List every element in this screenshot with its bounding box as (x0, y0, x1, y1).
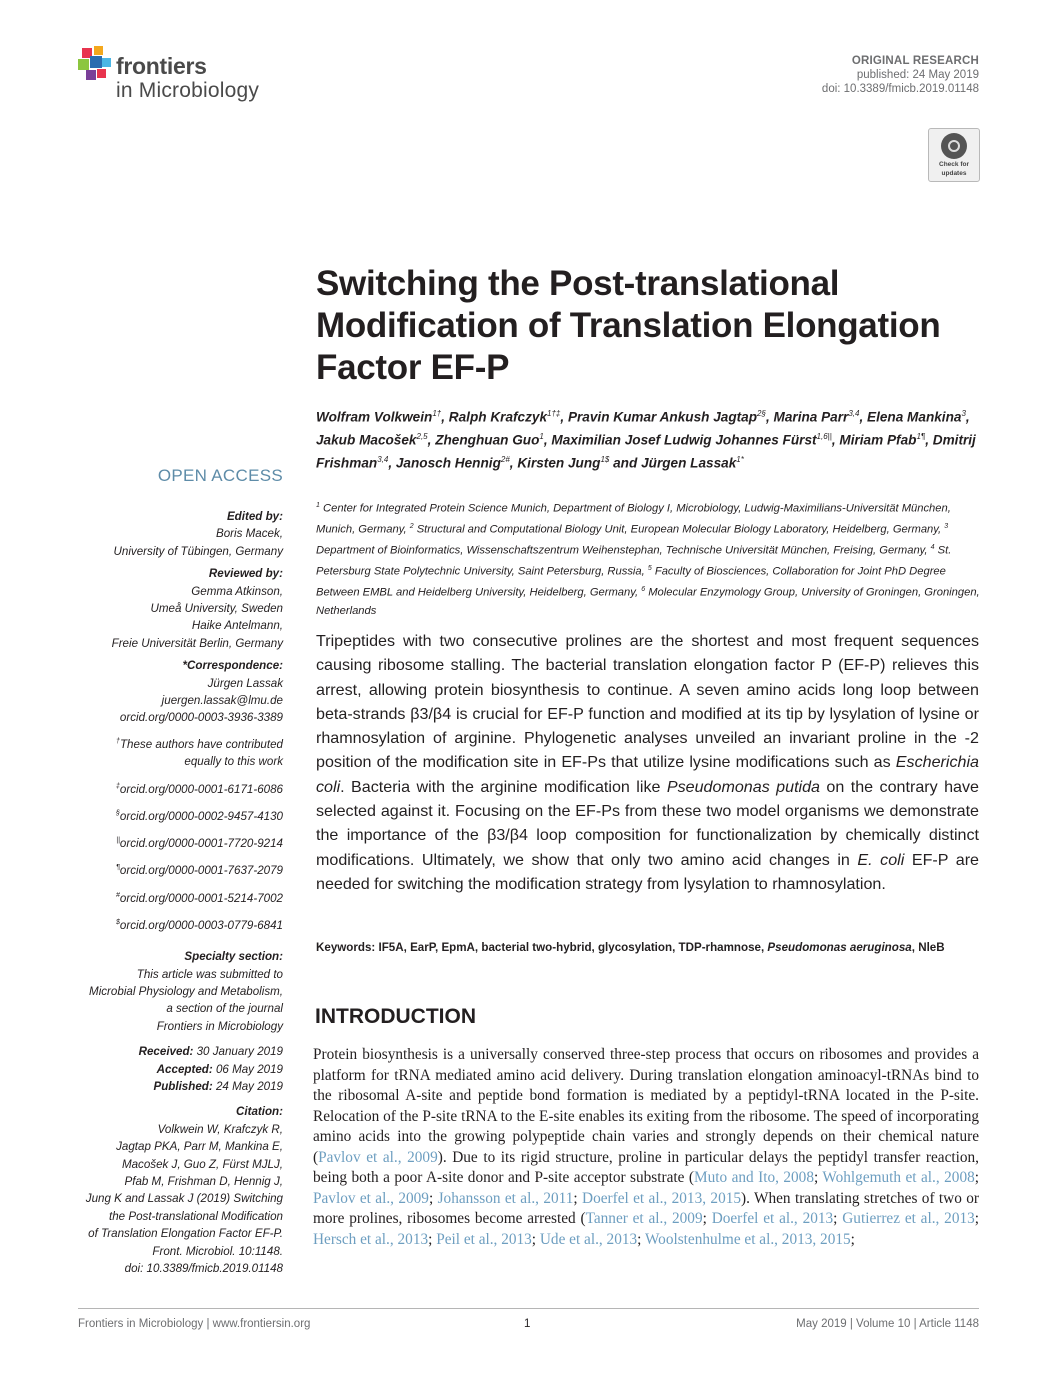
author-affiliation-marker: 3 (961, 409, 966, 418)
sidebar-line: Frontiers in Microbiology (156, 1019, 283, 1033)
reference-link[interactable]: Pavlov et al., 2009 (313, 1189, 429, 1207)
intro-text: ; (428, 1230, 437, 1248)
sidebar-line: Umeå University, Sweden (150, 602, 283, 616)
sidebar-heading: Reviewed by: (208, 567, 283, 581)
date-value: 30 January 2019 (193, 1045, 283, 1059)
abstract-text: Tripeptides with two consecutive prolines are the shortest and most frequent sequences causing ribosome stalling. The bacterial translation elongation factor P (EF-P) relieves this arrest, allowing protein biosynthesis to continue. A seven amino acids long loop between beta-strands β3/β4 is crucial for EF-P function and modified at its tip by lysylation of lysine or rhamnosylation of arginine. Phylogenetic analyses unveiled an invariant proline in the -2 position of the modification site in EF-Ps that utilize lysine modifications such as (316, 632, 979, 772)
abstract (316, 629, 979, 896)
frontiers-logo-icon (78, 46, 112, 82)
logo-journal-text: in Microbiology (116, 79, 260, 102)
date-value: 06 May 2019 (212, 1062, 283, 1076)
affiliation-number: 1 (316, 502, 320, 509)
note-symbol: § (116, 809, 120, 817)
footer-issue: May 2019 | Volume 10 | Article 1148 (796, 1318, 979, 1330)
intro-text: Protein biosynthesis is a universally conserved three-step process that occurs on ribosomes and provides a platform for tRNA mediated amino acid delivery. During translation elongation aminoacyl-tRNAs bind to the ribosomal A-site and peptide bond formation is mediated by a peptidyl-tRNA located in the P-site. Relocation of the P-site tRNA to the E-site enables its exiting from the ribosome. The speed of incorporating amino acids into the growing polypeptide chain varies and strongly depends on their chemical nature ( (313, 1046, 979, 1166)
page-number: 1 (524, 1318, 531, 1330)
specialty-section (60, 948, 283, 1035)
intro-text: ; (813, 1169, 823, 1186)
reference-link[interactable]: Doerfel et al., 2013, 2015 (582, 1189, 742, 1207)
note-text: These authors have contributed (119, 737, 283, 751)
intro-text: ; (974, 1169, 979, 1186)
sidebar-block (60, 657, 283, 727)
logo-frontiers-text: frontiers (116, 53, 207, 79)
check-updates-icon (941, 133, 967, 159)
author-affiliation-marker: 2# (500, 455, 510, 465)
article-type: ORIGINAL RESEARCH (851, 55, 979, 67)
intro-text: ). Due to its rigid structure, proline in particular delays the peptidyl transfer reaction, being both a poor A-site donor and P-site acceptor substrate ( (313, 1148, 979, 1186)
author-affiliation-marker: 2§ (757, 409, 766, 418)
author-note (60, 733, 283, 753)
sidebar-line: juergen.lassak@lmu.de (161, 694, 283, 708)
author-name[interactable]: Maximilian Josef Ludwig Johannes Fürst (551, 432, 817, 448)
author-note (60, 778, 283, 798)
abstract-italic: Pseudomonas putida (666, 777, 821, 796)
author-note (60, 805, 283, 825)
author-name[interactable]: Jürgen Lassak (641, 455, 737, 471)
note-text[interactable]: orcid.org/0000-0001-6171-6086 (119, 782, 283, 796)
author-note (60, 914, 283, 934)
intro-text: ). When translating stretches of two or more prolines, ribosomes become arrested ( (313, 1189, 980, 1227)
citation-line: doi: 10.3389/fmicb.2019.01148 (124, 1262, 283, 1276)
author-name[interactable]: Janosch Hennig (395, 455, 501, 471)
footer-journal[interactable]: Frontiers in Microbiology | www.frontiersin.org (78, 1318, 311, 1330)
affiliation-text: Center for Integrated Protein Science Munich, Department of Biology I, Microbiology, Ludwig-Maximilians-Universität München, Munich, Germany, (316, 502, 951, 536)
date-label: Published: (153, 1079, 213, 1093)
citation-line: the Post-translational Modification (109, 1209, 283, 1223)
author-name[interactable]: Zhenghuan Guo (435, 432, 540, 448)
sidebar-metadata (60, 504, 283, 1282)
citation-line: Volkwein W, Krafczyk R, (157, 1122, 283, 1136)
affiliation-number: 5 (647, 564, 652, 572)
author-note (60, 832, 283, 852)
sidebar-heading: Edited by: (226, 510, 283, 523)
note-text[interactable]: orcid.org/0000-0003-0779-6841 (119, 918, 283, 932)
citation-line: Front. Microbiol. 10:1148. (152, 1244, 283, 1258)
reference-link[interactable]: Gutierrez et al., 2013 (842, 1210, 975, 1227)
note-symbol: # (116, 891, 120, 899)
author-name[interactable]: Kirsten Jung (517, 455, 601, 471)
affiliation-number: 6 (641, 585, 646, 593)
author-name[interactable]: Dmitrij Frishman (316, 432, 976, 471)
keywords-text: , NleB (911, 941, 945, 954)
date-row (60, 1078, 283, 1095)
sidebar-block (60, 565, 283, 652)
author-affiliation-marker: 3,4 (848, 409, 860, 418)
citation-line: Jagtap PKA, Parr M, Mankina E, (116, 1140, 283, 1154)
author-note (60, 887, 283, 907)
affiliations (316, 497, 988, 620)
author-affiliation-marker: 3,4 (377, 455, 389, 465)
sidebar-heading: *Correspondence: (182, 659, 283, 673)
footer-divider (78, 1308, 979, 1309)
citation-line: Jung K and Lassak J (2019) Switching (85, 1192, 283, 1206)
sidebar-line: Boris Macek, (215, 527, 283, 541)
sidebar-heading: Specialty section: (184, 950, 283, 964)
intro-text: ; (637, 1230, 645, 1248)
affiliation-text: Faculty of Biosciences, Collaboration for Joint PhD Degree Between EMBL and Heidelberg University, Heidelberg, Germany, (316, 565, 946, 599)
citation-line: Macošek J, Guo Z, Fürst MJLJ, (121, 1157, 283, 1171)
published-date: published: 24 May 2019 (856, 69, 979, 81)
reference-link[interactable]: Pavlov et al., 2009 (318, 1148, 438, 1166)
author-name[interactable]: Marina Parr (773, 409, 849, 425)
affiliation-text: Structural and Computational Biology Unit, European Molecular Biology Laboratory, Heidelberg, Germany, (413, 523, 945, 536)
check-updates-line2: updates (941, 170, 967, 177)
article-meta (822, 54, 979, 96)
date-value: 24 May 2019 (212, 1079, 283, 1093)
article-title: Switching the Post-translational Modification of Translation Elongation Factor EF-P (316, 264, 941, 387)
abstract-text: EF-P are needed for switching the modification strategy from lysylation to rhamnosylation. (316, 850, 979, 893)
affiliation-number: 2 (409, 522, 414, 530)
date-label: Received: (138, 1045, 194, 1059)
sidebar-block (60, 508, 283, 560)
affiliation-number: 3 (944, 522, 949, 530)
intro-text: ; (573, 1189, 583, 1207)
note-symbol: $ (116, 918, 120, 926)
date-row (60, 1061, 283, 1078)
sidebar-line: Freie Universität Berlin, Germany (111, 636, 283, 650)
author-affiliation-marker: 1 (539, 432, 544, 442)
reference-link[interactable]: Johansson et al., 2011 (437, 1189, 574, 1207)
note-text[interactable]: orcid.org/0000-0001-5214-7002 (119, 891, 283, 905)
intro-text: ; (531, 1230, 540, 1248)
author-name[interactable]: Elena Mankina (867, 409, 962, 425)
reference-link[interactable]: Hersch et al., 2013 (313, 1230, 429, 1248)
author-affiliation-marker: 1* (736, 455, 744, 465)
sidebar-line: Gemma Atkinson, (191, 584, 283, 598)
abstract-italic: E. coli (857, 850, 905, 869)
author-notes (60, 733, 283, 934)
intro-text: ; (702, 1210, 712, 1227)
introduction-paragraph (313, 1045, 979, 1250)
journal-logo[interactable] (78, 46, 298, 108)
affiliation-text: Molecular Enzymology Group, University of Groningen, Groningen, Netherlands (316, 586, 980, 617)
reference-link[interactable]: Peil et al., 2013 (436, 1230, 532, 1248)
article-dates (60, 1043, 283, 1095)
author-affiliation-marker: 1† (432, 409, 442, 418)
sidebar-line: Haike Antelmann, (191, 619, 283, 633)
sidebar-line: Jürgen Lassak (207, 676, 283, 690)
keywords (316, 939, 979, 956)
reference-link[interactable]: Doerfel et al., 2013 (711, 1210, 834, 1227)
author-list: Wolfram Volkwein$^{1\dagger}$, Ralph Krafczyk$^{1\dagger\ddagger}$, Pravin Kumar Ankush Jagtap$^{2\S}$, Marina Parr$^{3,4}$, Elena Mankina$^3$, Jakub Macošek$^{2,5}$, Zhenghuan Guo$^1$, Maximilian Josef Ludwig Johannes Fürst$^{1,6||}$, Miriam Pfab$^{1\P}$, Dmitrij Frishman$^{3,4}$, Janosch Hennig$^{2\#}$, Kirsten Jung$^{1\$}$ and Jürgen Lassak$^{1*}$ (316, 409, 976, 471)
author-name[interactable]: Ralph Krafczyk (448, 409, 548, 425)
sidebar-line: This article was submitted to (136, 967, 283, 981)
sidebar-line: Microbial Physiology and Metabolism, (89, 984, 283, 998)
keywords-text: IF5A, EarP, EpmA, bacterial two-hybrid, glycosylation, TDP-rhamnose, (378, 941, 768, 954)
check-updates-line1: Check for (939, 161, 969, 168)
author-affiliation-marker: 2,5 (416, 432, 428, 442)
abstract-text: on the contrary have selected against it. Focusing on the EF-Ps from these two model organisms we demonstrate the importance of the β3/β4 loop composition for functionalization by chemically distinct modifications. Ultimately, we show that only two amino acid changes in (316, 777, 979, 869)
author-name[interactable]: Wolfram Volkwein (316, 409, 433, 425)
section-heading-introduction: INTRODUCTION (315, 1005, 476, 1028)
reference-link[interactable]: Wohlgemuth et al., 2008 (822, 1169, 975, 1186)
author-note (60, 859, 283, 879)
reference-link[interactable]: Woolstenhulme et al., 2013, 2015 (644, 1230, 851, 1248)
citation-line: Pfab M, Frishman D, Hennig J, (124, 1175, 283, 1189)
note-symbol: ‡ (116, 782, 120, 790)
author-note (60, 753, 283, 770)
author-affiliation-marker: 1,6|| (816, 432, 832, 442)
sidebar-line: orcid.org/0000-0003-3936-3389 (119, 711, 283, 725)
note-symbol: || (116, 837, 120, 845)
reference-link[interactable]: Ude et al., 2013 (539, 1230, 638, 1248)
affiliation-text: Department of Bioinformatics, Wissenschaftszentrum Weihenstephan, Technische Universität München, Freising, Germany, (316, 544, 931, 557)
intro-text: ; (974, 1210, 980, 1227)
intro-text: ; (833, 1210, 843, 1227)
keywords-italic: Pseudomonas aeruginosa (767, 941, 912, 954)
keywords-label: Keywords: (316, 941, 379, 954)
check-for-updates-badge[interactable] (928, 128, 980, 182)
abstract-italic: Escherichia coli (316, 753, 979, 796)
note-text: equally to this work (184, 755, 283, 769)
author-affiliation-marker: 1¶ (916, 432, 926, 442)
abstract-text: . Bacteria with the arginine modification like (340, 777, 667, 796)
reference-link[interactable]: Muto and Ito, 2008 (693, 1169, 814, 1186)
citation (60, 1103, 283, 1277)
date-label: Accepted: (156, 1062, 213, 1076)
author-affiliation-marker: 1†‡ (547, 409, 561, 418)
author-name[interactable]: Jakub Macošek (316, 432, 417, 448)
intro-text: ; (850, 1230, 855, 1248)
note-symbol: ¶ (116, 864, 120, 872)
date-row (60, 1043, 283, 1060)
reference-link[interactable]: Tanner et al., 2009 (585, 1210, 703, 1227)
sidebar-heading: Citation: (235, 1105, 283, 1119)
note-text[interactable]: orcid.org/0000-0001-7720-9214 (119, 836, 283, 850)
note-symbol: † (116, 737, 120, 745)
sidebar-line: University of Tübingen, Germany (113, 544, 283, 558)
intro-text: ; (428, 1189, 438, 1207)
author-name[interactable]: Miriam Pfab (839, 432, 917, 448)
author-name[interactable]: Pravin Kumar Ankush Jagtap (567, 409, 758, 425)
note-text[interactable]: orcid.org/0000-0002-9457-4130 (119, 809, 283, 823)
open-access-label: OPEN ACCESS (157, 466, 283, 485)
article-doi[interactable]: doi: 10.3389/fmicb.2019.01148 (821, 83, 979, 95)
sidebar-line: a section of the journal (166, 1002, 283, 1016)
author-affiliation-marker: 1$ (600, 455, 610, 465)
note-text[interactable]: orcid.org/0000-0001-7637-2079 (119, 864, 283, 878)
affiliation-number: 4 (930, 543, 935, 551)
affiliation-text: St. Petersburg State Polytechnic University, Saint Petersburg, Russia, (316, 544, 952, 578)
citation-line: of Translation Elongation Factor EF-P. (88, 1227, 283, 1241)
